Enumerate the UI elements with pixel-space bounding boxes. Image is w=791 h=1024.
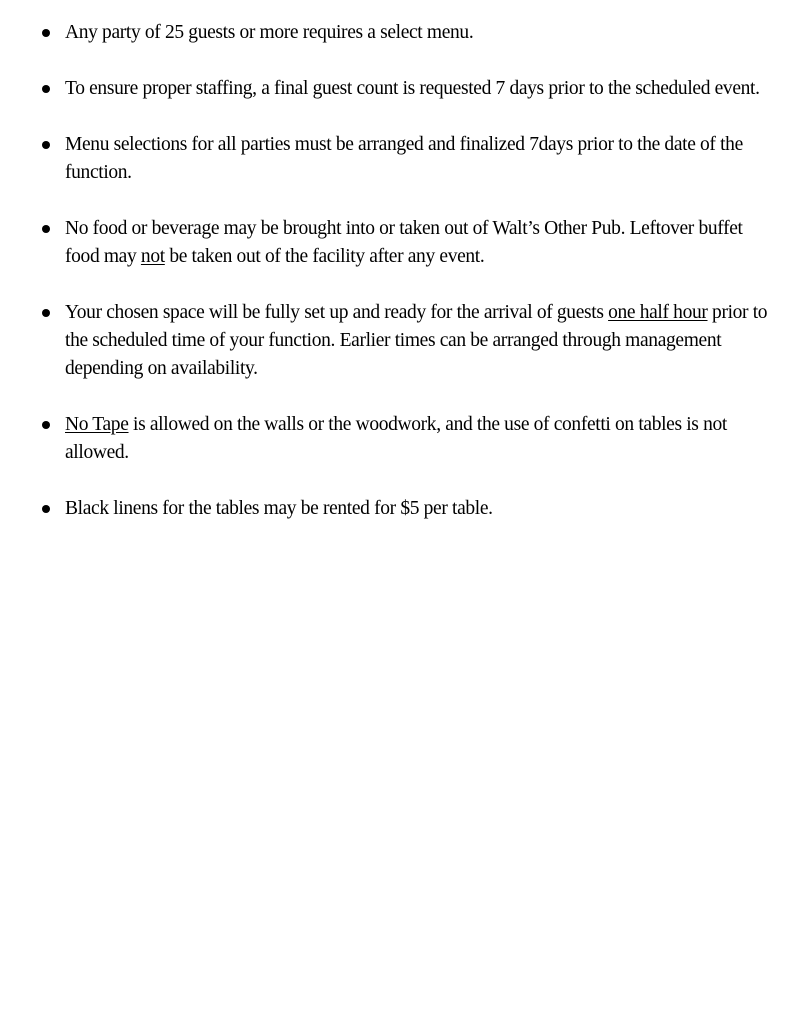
- policy-text-start: Your chosen space will be fully set up and ready for the arrival of guests: [65, 302, 609, 323]
- policy-text-end: prior to the scheduled time of your function. Earlier times can be arranged through management depending on availability.: [65, 302, 768, 379]
- policy-item-guest-count: [0, 75, 791, 103]
- policy-text-emphasis: not: [140, 246, 165, 267]
- bullet-icon: [42, 29, 50, 37]
- policy-text: Black linens for the tables may be rented for $5 per table.: [65, 498, 493, 519]
- policy-text-end: is allowed on the walls or the woodwork, and the use of confetti on tables is not allowed.: [65, 414, 727, 463]
- bullet-icon: [42, 85, 50, 93]
- bullet-icon: [42, 225, 50, 233]
- policy-text: Menu selections for all parties must be arranged and finalized 7days prior to the date of the function.: [65, 134, 743, 183]
- policy-item-outside-food: [0, 215, 791, 271]
- policy-item-party-size: [0, 19, 791, 47]
- policy-text-end: be taken out of the facility after any event.: [164, 246, 485, 267]
- policy-item-setup-time: [0, 299, 791, 383]
- bullet-icon: [42, 421, 50, 429]
- policy-item-no-tape: [0, 411, 791, 467]
- policy-text-emphasis: No Tape: [65, 414, 129, 435]
- bullet-icon: [42, 141, 50, 149]
- bullet-icon: [42, 309, 50, 317]
- policy-text-emphasis: one half hour: [608, 302, 708, 323]
- policy-text-start: No food or beverage may be brought into or taken out of Walt’s Other Pub. Leftover buffet food may: [65, 218, 743, 267]
- bullet-icon: [42, 505, 50, 513]
- policy-text: To ensure proper staffing, a final guest count is requested 7 days prior to the scheduled event.: [65, 78, 760, 99]
- policy-item-linens: [0, 495, 791, 523]
- policy-item-menu-selection: [0, 131, 791, 187]
- policy-text: Any party of 25 guests or more requires a select menu.: [65, 22, 474, 43]
- policy-list: [0, 19, 791, 551]
